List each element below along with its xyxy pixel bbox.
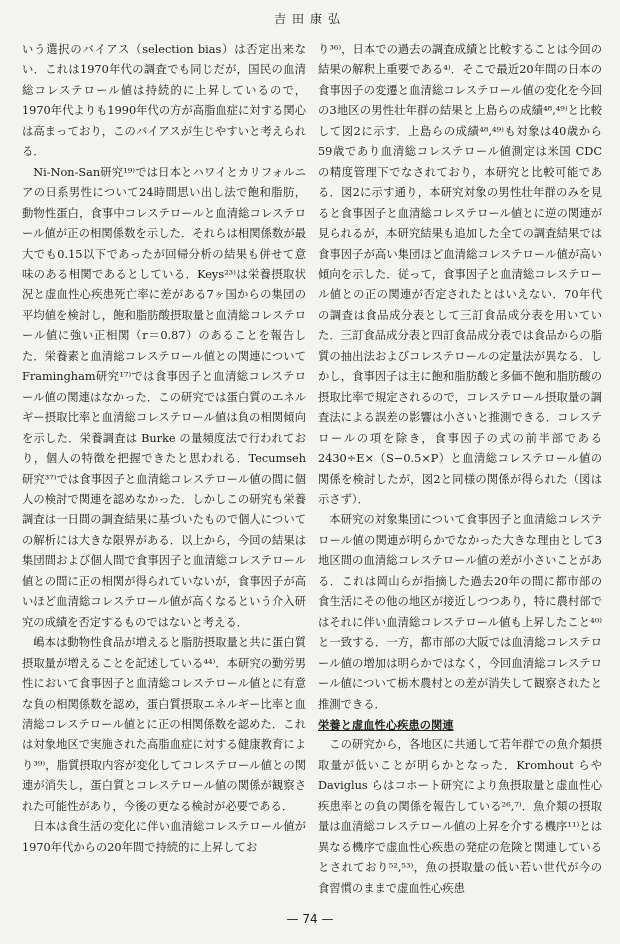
left-column	[22, 40, 306, 858]
paragraph: 本研究の対象集団について食事因子と血清総コレステロール値の関連が明らかでなかった大きな理由として3地区間の血清総コレステロール値の差が小さいことがある．これは岡山らが指摘した過去20年の間に都市部の食生活にその他の地区が接近しつつあり，特に農村部ではそれに伴い血清総コレステロール値も上昇したこと⁴⁰⁾と一致する．一方，都市部の大阪では血清総コレステロール値の増加は明らかではなく，今回血清総コレステロール値について栃木農村との差が消失して観察されたと推測できる．	[318, 513, 602, 711]
paragraph: り³⁶⁾，日本での過去の調査成績と比較することは今回の結果の解釈上重要である⁴⁾．そこで最近20年間の日本の食事因子の変遷と血清総コレステロール値の変化を今回の3地区の男性壮年群の結果と上島らの成績⁴⁸,⁴⁹⁾と比較して図2に示す．上島らの成績⁴⁸,⁴⁹⁾も対象は40歳から59歳であり血清総コレステロール値測定は米国 CDC の精度管理下でなされており，本研究と比較可能である．図2に示す通り，本研究対象の男性壮年群のみを見ると食事因子と血清総コレステロール値とに逆の関連が見られるが，本研究結果も追加した全ての調査結果では食事因子が高い集団ほど血清総コレステロール値が高い傾向を示した．従って，食事因子と血清総コレステロール値との正の関連が否定されたとはいえない．70年代の調査は食品成分表として三訂食品成分表を用いていた．三訂食品成分表と四訂食品成分表では食品からの脂質の抽出法およびコレステロールの定量法が異なる．しかし，食事因子は主に飽和脂肪酸と多価不飽和脂肪酸の摂取比率で規定されるので，コレステロール摂取量の調査法による誤差の影響は小さいと推測できる．コレステロールの項を除き，食事因子の式の前半部である2430÷E×（S−0.5×P）と血清総コレステロール値の関係を検討したが，図2と同様の関係が得られた（図は示さず）．	[318, 43, 602, 506]
running-header: 吉田康弘	[273, 12, 346, 26]
paragraph: Ni-Non-San研究¹⁹⁾では日本とハワイとカリフォルニアの日系男性について24時間思い出し法で飽和脂肪，動物性蛋白，食事中コレステロールと血清総コレステロール値が正の相関係数を示した．それらは相関係数が最大でも0.15以下であったが回帰分析の結果も併せて意味のある相関であるとしている．Keys²³⁾は栄養摂取状況と虚血性心疾患死亡率に差がある7ヶ国からの集団の平均値を検討し，飽和脂肪酸摂取量と血清総コレステロール値に強い正相関（r＝0.87）のあることを報告した．栄養素と血清総コレステロール値との関連について Framingham研究¹⁷⁾では食事因子と血清総コレステロール値の関連はなかった．この研究では蛋白質のエネルギー摂取比率と血清総コレステロール値は負の相関傾向を示した．栄養調査は Burke の量頻度法で行われており，個人の特徴を把握できたと思われる．Tecumseh 研究³⁷⁾では食事因子と血清総コレステロール値の間に個人の検討で関連を認めなかった．しかしこの研究も栄養調査は一日間の調査結果に基づいたもので個人についての解析には大きな限界がある．以上から，今回の結果は集団間および個人間で食事因子と血清総コレステロール値との間に正の相関が得られていないが，食事因子が高いほど血清総コレステロール値が高くなるという介入研究の成績を否定するものではないと考える．	[22, 165, 306, 629]
paragraph: 日本は食生活の変化に伴い血清総コレステロール値が1970年代からの20年間で持続的に上昇してお	[22, 820, 306, 854]
right-column	[318, 40, 602, 899]
page-number: — 74 —	[286, 912, 334, 926]
paragraph: 嶋本は動物性食品が増えると脂肪摂取量と共に蛋白質摂取量が増えることを記述している⁴⁴⁾．本研究の勤労男性において食事因子と血清総コレステロール値とに有意な負の相関係数を認め，蛋白質摂取エネルギー比率と血清総コレステロール値とに正の相関係数を認めた．これは対象地区で実施された高脂血症に対する健康教育により³⁹⁾，脂質摂取内容が変化してコレステロール値との関連が消失し，蛋白質とコレステロール値の関係が観察された可能性があり，今後の更なる検討が必要である．	[22, 636, 306, 813]
section-heading: 栄養と虚血性心疾患の関連	[318, 717, 454, 732]
paragraph: いう選択のバイアス（selection bias）は否定出来ない．これは1970年代の調査でも同じだが，国民の血清総コレステロール値は持続的に上昇しているので，1970年代よりも1990年代の方が高脂血症に対する関心は高まっており，このバイアスが生じやすいと考えられる．	[22, 43, 306, 159]
paragraph: この研究から，各地区に共通して若年群での魚介類摂取量が低いことが明らかとなった．Kromhout らや Daviglus らはコホート研究により魚摂取量と虚血性心疾患率との負の関係を報告している²⁶,⁷⁾．魚介類の摂取量は血清総コレステロール値の上昇を介する機序¹¹⁾とは異なる機序で虚血性心疾患の発症の危険と関連しているとされており⁵²,⁵³⁾，魚の摂取量の低い若い世代が今の食習慣のままで虚血性心疾患	[318, 738, 602, 895]
